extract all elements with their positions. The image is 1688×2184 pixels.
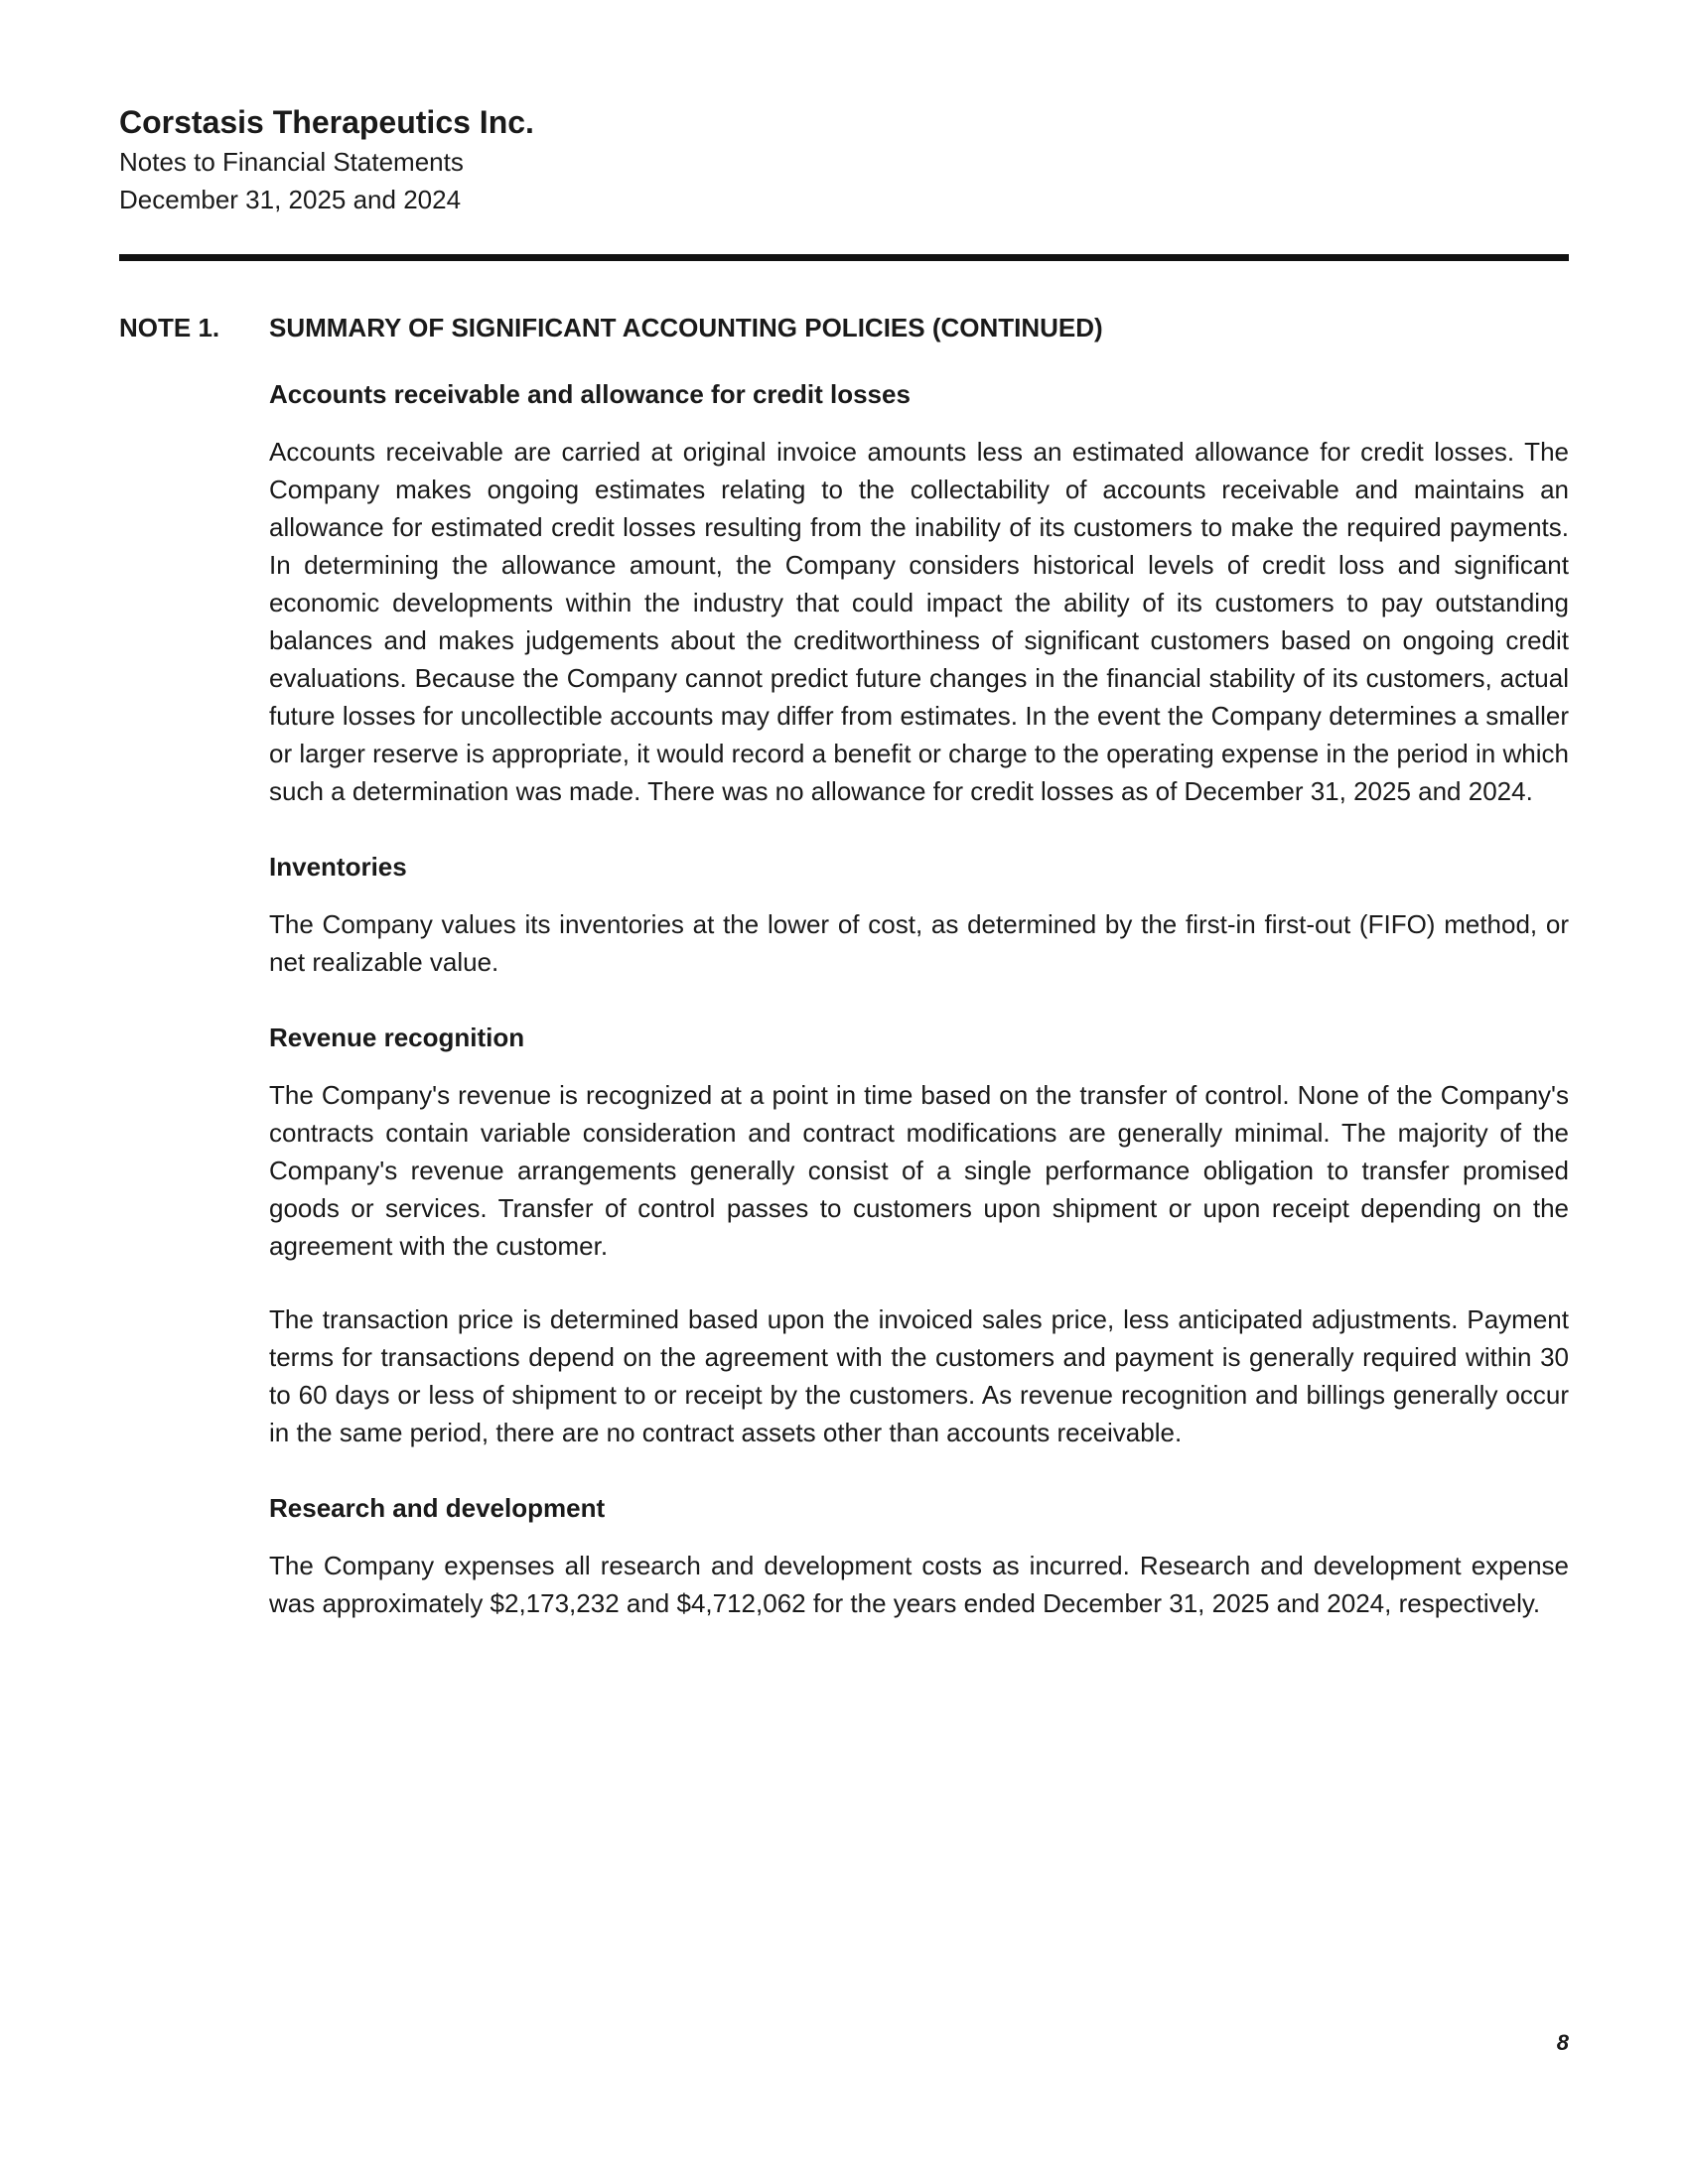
paragraph: The Company values its inventories at the lower of cost, as determined by the first-in first-out (FIFO) method, or net realizable value.	[269, 909, 1569, 977]
page-header	[119, 101, 1569, 218]
section-inventories	[269, 850, 1569, 981]
section-heading: Inventories	[269, 852, 407, 882]
section-accounts-receivable	[269, 377, 1569, 810]
paragraph: Accounts receivable are carried at original invoice amounts less an estimated allowance for credit losses. The Company makes ongoing estimates relating to the collectability of accounts receivable and maintains an allowance for estimated credit losses resulting from the inability of its customers to make the required payments. In determining the allowance amount, the Company considers historical levels of credit loss and significant economic developments within the industry that could impact the ability of its customers to pay outstanding balances and makes judgements about the creditworthiness of significant customers based on ongoing credit evaluations. Because the Company cannot predict future changes in the financial stability of its customers, actual future losses for uncollectible accounts may differ from estimates. In the event the Company determines a smaller or larger reserve is appropriate, it would record a benefit or charge to the operating expense in the period in which such a determination was made. There was no allowance for credit losses as of December 31, 2025 and 2024.	[269, 437, 1569, 806]
note-title: SUMMARY OF SIGNIFICANT ACCOUNTING POLICIES (CONTINUED)	[269, 313, 1103, 342]
section-research-development	[269, 1491, 1569, 1622]
paragraph: The Company's revenue is recognized at a point in time based on the transfer of control. None of the Company's contracts contain variable consideration and contract modifications are generally minimal. The majority of the Company's revenue arrangements generally consist of a single performance obligation to transfer promised goods or services. Transfer of control passes to customers upon shipment or upon receipt depending on the agreement with the customer.	[269, 1080, 1569, 1261]
section-heading: Research and development	[269, 1493, 606, 1523]
paragraph: The transaction price is determined based upon the invoiced sales price, less anticipated adjustments. Payment terms for transactions depend on the agreement with the customers and payment is generally required within 30 to 60 days or less of shipment to or receipt by the customers. As revenue recognition and billings generally occur in the same period, there are no contract assets other than accounts receivable.	[269, 1304, 1569, 1447]
section-heading: Accounts receivable and allowance for credit losses	[269, 379, 911, 409]
section-revenue-recognition	[269, 1021, 1569, 1451]
header-divider	[119, 254, 1569, 261]
page-number: 8	[1556, 2030, 1569, 2055]
reporting-period: December 31, 2025 and 2024	[119, 185, 462, 214]
section-heading: Revenue recognition	[269, 1023, 525, 1052]
company-name: Corstasis Therapeutics Inc.	[119, 104, 534, 140]
document-title: Notes to Financial Statements	[119, 147, 464, 177]
note-number: NOTE 1.	[119, 313, 220, 342]
paragraph: The Company expenses all research and development costs as incurred. Research and development expense was approximately $2,173,232 and $4,712,062 for the years ended December 31, 2025 and 2024, respectively.	[269, 1551, 1569, 1618]
note-content	[269, 377, 1569, 1658]
